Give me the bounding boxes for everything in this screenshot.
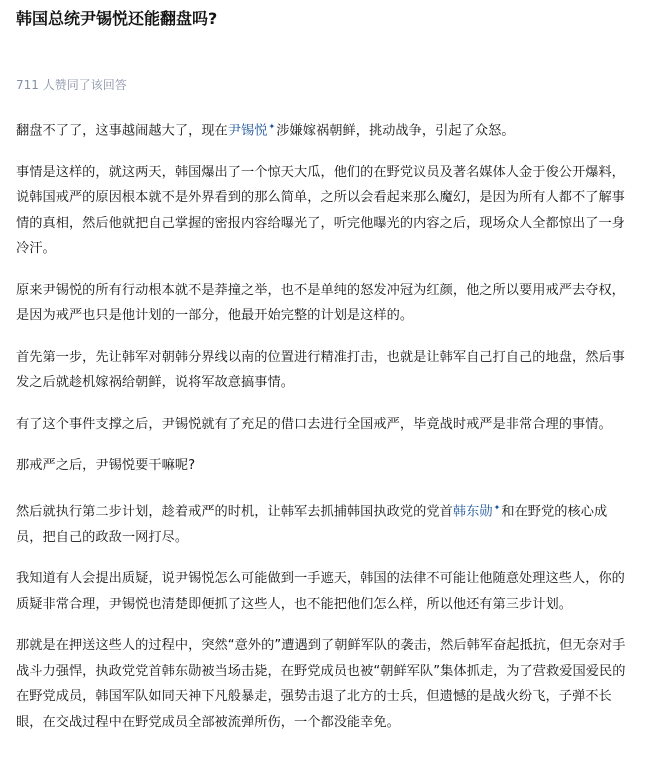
keyword-search-icon[interactable]: ✦ — [268, 122, 276, 131]
answer-paragraph-9: 那就是在押送这些人的过程中，突然“意外的”遭遇到了朝鲜军队的袭击，然后韩军奋起抵抗，但无奈对手战斗力强悍，执政党党首韩东勋被当场击毙，在野党成员也被“朝鲜军队”集体抓走，为了营救爱国爱民的在野党成员，韩国军队如同天神下凡般暴走，强势击退了北方的士兵，但遗憾的是战火纷飞，子弹不长眼，在交战过程中在野党成员全部被流弹所伤，一个都没能幸免。 — [16, 638, 626, 730]
answer-paragraph-5: 有了这个事件支撑之后，尹锡悦就有了充足的借口去进行全国戒严，毕竟战时戒严是非常合理的事情。 — [16, 416, 612, 432]
answer-paragraph-8: 我知道有人会提出质疑，说尹锡悦怎么可能做到一手遮天，韩国的法律不可能让他随意处理这些人，你的质疑非常合理，尹锡悦也清楚即便抓了这些人，也不能把他们怎么样，所以他还有第三步计划。 — [16, 571, 625, 612]
answer-paragraph-6: 那戒严之后，尹锡悦要干嘛呢? — [16, 458, 196, 474]
answer-paragraph-2: 事情是这样的，就这两天，韩国爆出了一个惊天大瓜，他们的在野党议员及著名媒体人金于俊公开爆料，说韩国戒严的原因根本就不是外界看到的那么简单，之所以会看起来那么魔幻，是因为所有人都不了解事情的真相，然后他就把自己掌握的密报内容给曝光了，听完他曝光的内容之后，现场众人全都惊出了一身冷汗。 — [16, 164, 625, 257]
paragraph-text: 翻盘不了了，这事越闹越大了，现在 — [16, 123, 228, 139]
answer-paragraph-7 — [16, 495, 633, 550]
likes-count: 711 人赞同了该回答 — [16, 78, 127, 92]
keyword-search-icon[interactable]: ✦ — [493, 502, 501, 512]
question-title[interactable]: 韩国总统尹锡悦还能翻盘吗? — [16, 9, 218, 28]
answer-paragraph-4: 首先第一步，先让韩军对朝韩分界线以南的位置进行精准打击，也就是让韩军自己打自己的地盘，然后事发之后就趁机嫁祸给朝鲜，说将军故意搞事情。 — [16, 349, 625, 391]
paragraph-text: 和在野党的核心成员，把自己的政敌一网打尽。 — [16, 504, 608, 545]
answer-paragraph-1 — [16, 114, 633, 144]
paragraph-text: 涉嫌嫁祸朝鲜，挑动战争，引起了众怒。 — [276, 123, 515, 139]
keyword-link-han[interactable]: 韩东勋 — [452, 504, 493, 520]
answer-paragraph-3: 原来尹锡悦的所有行动根本就不是莽撞之举，也不是单纯的怒发冲冠为红颜，他之所以要用戒严去夺权，是因为戒严也只是他计划的一部分，他最开始完整的计划是这样的。 — [16, 282, 625, 324]
paragraph-text: 然后就执行第二步计划，趁着戒严的时机，让韩军去抓捕韩国执政党的党首 — [16, 504, 453, 520]
answer-content — [16, 114, 633, 735]
keyword-link-yoon[interactable]: 尹锡悦 — [227, 123, 268, 139]
